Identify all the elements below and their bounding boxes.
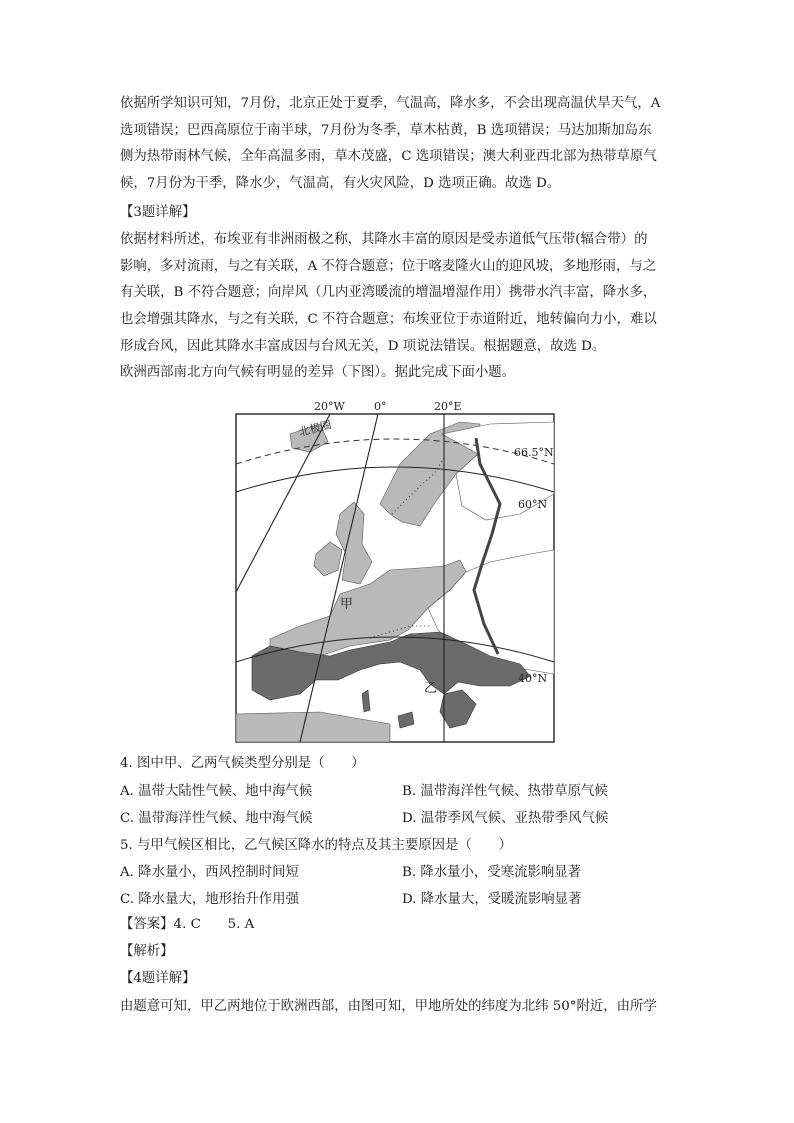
q5-option-a: A. 降水量小，西风控制时间短 — [120, 865, 299, 880]
arctic-circle-label: 北极圈 — [297, 418, 333, 439]
lon-label-20e: 20°E — [434, 400, 462, 413]
q5-option-c: C. 降水量大，地形抬升作用强 — [120, 892, 299, 907]
lon-label-0: 0° — [374, 400, 387, 413]
q4-explanation-line: 由题意可知，甲乙两地位于欧洲西部，由图可知，甲地所处的纬度为北纬 50°附近，由所学 — [120, 999, 657, 1014]
text-line: 形成台风，因此其降水丰富成因与台风无关，D 项说法错误。根据题意，故选 D。 — [120, 338, 606, 354]
q5-option-d: D. 降水量大，受暖流影响显著 — [402, 892, 582, 907]
answer-line: 【答案】4. C 5. A — [120, 917, 255, 932]
q5-option-b: B. 降水量小，受寒流影响显著 — [402, 865, 582, 880]
text-line: 依据所学知识可知，7月份，北京正处于夏季，气温高，降水多，不会出现高温伏旱天气，A — [120, 96, 661, 111]
region-jia-label: 甲 — [340, 597, 354, 612]
lon-label-20w: 20°W — [314, 400, 345, 413]
text-line: 候，7月份为干季，降水少，气温高，有火灾风险，D 选项正确。故选 D。 — [120, 176, 561, 192]
q4-option-b: B. 温带海洋性气候、热带草原气候 — [402, 784, 608, 799]
text-line: 选项错误；巴西高原位于南半球，7月份为冬季，草木枯黄，B 选项错误；马达加斯加岛东 — [120, 122, 652, 138]
q4-option-a: A. 温带大陆性气候、地中海气候 — [120, 784, 313, 799]
answer-explanation-paragraph — [120, 91, 680, 198]
question-5-stem: 5. 与甲气候区相比，乙气候区降水的特点及其主要原因是（ ） — [120, 838, 512, 853]
q4-option-d: D. 温带季风气候、亚热带季风气候 — [402, 811, 609, 826]
region-yi-label: 乙 — [424, 681, 438, 696]
text-line: 依据材料所述，布埃亚有非洲雨极之称，其降水丰富的原因是受赤道低气压带(辐合带）的 — [120, 232, 648, 247]
section-heading-q4: 【4题详解】 — [120, 971, 196, 986]
europe-climate-map — [230, 394, 560, 746]
text-line: 也会增强其降水，与之有关联，C 不符合题意；布埃亚位于赤道附近，地转偏向力小，难以 — [120, 312, 657, 328]
text-line: 影响，多对流雨，与之有关联，A 不符合题意；位于喀麦隆火山的迎风坡，多地形雨，与之 — [120, 258, 657, 274]
lat-label-60n: 60°N — [518, 498, 548, 511]
lat-label-40n: 40°N — [518, 672, 548, 685]
text-line: 侧为热带雨林气候，全年高温多雨，草木茂盛，C 选项错误；澳大利亚西北部为热带草原气 — [120, 149, 657, 165]
q4-option-c: C. 温带海洋性气候、地中海气候 — [120, 811, 313, 826]
q3-explanation-paragraph — [120, 227, 680, 387]
section-heading-q3: 【3题详解】 — [120, 205, 196, 220]
analysis-heading: 【解析】 — [120, 944, 174, 959]
text-line: 欧洲西部南北方向气候有明显的差异（下图）。据此完成下面小题。 — [120, 365, 516, 381]
text-line: 有关联，B 不符合题意；向岸风（几内亚湾暖流的增温增湿作用）携带水汽丰富，降水多， — [120, 285, 657, 301]
question-4-stem: 4. 图中甲、乙两气候类型分别是（ ） — [120, 756, 365, 771]
lat-label-66n: 66.5°N — [514, 446, 554, 459]
